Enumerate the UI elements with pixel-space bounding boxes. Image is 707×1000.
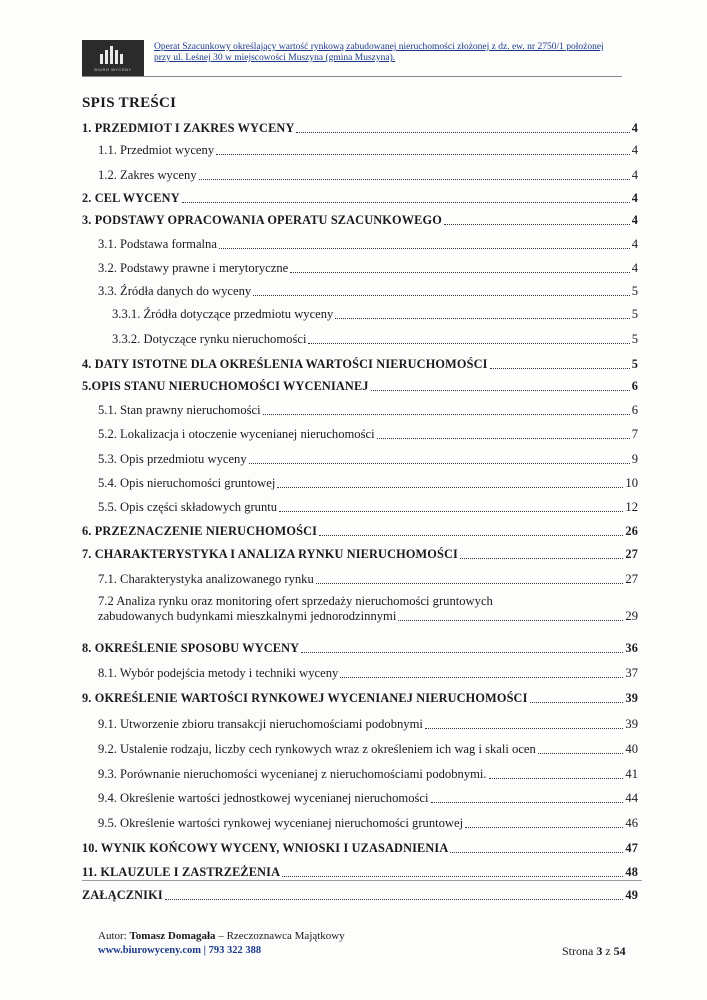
toc-entry[interactable] xyxy=(82,354,638,372)
toc-page-number: 27 xyxy=(625,572,638,586)
toc-entry-label: 7.2 Analiza rynku oraz monitoring ofert sprzedaży nieruchomości gruntowych xyxy=(98,594,493,608)
toc-leader-dots xyxy=(182,201,630,203)
toc-entry[interactable] xyxy=(98,813,638,831)
toc-page-number: 46 xyxy=(625,816,638,830)
toc-entry-label: 5.1. Stan prawny nieruchomości xyxy=(98,403,261,417)
toc-entry[interactable] xyxy=(82,838,638,856)
toc-page-number: 5 xyxy=(631,284,638,298)
toc-entry-label: 10. WYNIK KOŃCOWY WYCENY, WNIOSKI I UZASADNIENIA xyxy=(82,841,449,855)
page-number-total: 54 xyxy=(613,944,626,958)
toc-entry[interactable] xyxy=(82,544,638,562)
toc-leader-dots xyxy=(279,510,623,512)
toc-leader-dots xyxy=(308,342,629,344)
toc-entry-label: 9.3. Porównanie nieruchomości wycenianej z nieruchomościami podobnymi. xyxy=(98,767,487,781)
toc-entry-label: 3.3.2. Dotyczące rynku nieruchomości xyxy=(112,332,307,346)
toc-page-number: 44 xyxy=(625,791,638,805)
toc-entry-label: 7. CHARAKTERYSTYKA I ANALIZA RYNKU NIERUCHOMOŚCI xyxy=(82,547,458,561)
toc-leader-dots xyxy=(340,676,623,678)
toc-entry-label: 3.1. Podstawa formalna xyxy=(98,237,217,251)
toc-entry[interactable] xyxy=(98,449,638,467)
toc-entry-label: 5.OPIS STANU NIERUCHOMOŚCI WYCENIANEJ xyxy=(82,379,369,393)
toc-bottom-divider xyxy=(82,880,642,881)
toc-entry-label: 9.1. Utworzenie zbioru transakcji nieruchomościami podobnymi xyxy=(98,717,423,731)
author-name: Tomasz Domagała xyxy=(129,930,216,942)
toc-page-number: 6 xyxy=(631,403,638,417)
toc-entry[interactable] xyxy=(82,638,638,656)
toc-entry-label-cont: zabudowanych budynkami mieszkalnymi jednorodzinnymi xyxy=(98,609,397,623)
toc-leader-dots xyxy=(371,389,630,391)
toc-page-number: 4 xyxy=(631,143,638,157)
logo-tag: BIURO WYCENY xyxy=(94,67,132,72)
toc-page-number: 41 xyxy=(625,767,638,781)
toc-leader-dots xyxy=(301,651,623,653)
toc-leader-dots xyxy=(165,898,624,900)
toc-leader-dots xyxy=(377,437,630,439)
toc-entry[interactable] xyxy=(98,714,638,732)
page-number-current: 3 xyxy=(596,944,603,958)
author-title: – Rzeczoznawca Majątkowy xyxy=(215,930,345,942)
toc-entry[interactable] xyxy=(112,329,638,347)
toc-title: SPIS TREŚCI xyxy=(82,95,177,111)
toc-leader-dots xyxy=(460,557,623,559)
toc-leader-dots xyxy=(290,271,629,273)
toc-entry[interactable] xyxy=(98,739,638,757)
toc-leader-dots xyxy=(335,317,629,319)
toc-entry-line2 xyxy=(98,609,638,624)
toc-entry[interactable] xyxy=(98,788,638,806)
toc-page-number: 4 xyxy=(631,168,638,182)
toc-leader-dots xyxy=(444,223,630,225)
toc-entry[interactable] xyxy=(82,210,638,228)
toc-entry[interactable] xyxy=(112,304,638,322)
toc-entry-label: 1.2. Zakres wyceny xyxy=(98,168,197,182)
building-icon xyxy=(100,46,126,64)
toc-entry[interactable] xyxy=(98,663,638,681)
toc-entry[interactable] xyxy=(98,234,638,252)
company-logo xyxy=(82,40,144,76)
toc-page-number: 4 xyxy=(631,237,638,251)
toc-leader-dots xyxy=(431,801,624,803)
author-prefix: Autor: xyxy=(98,930,130,942)
toc-entry-label: 2. CEL WYCENY xyxy=(82,191,180,205)
toc-leader-dots xyxy=(219,247,630,249)
toc-leader-dots xyxy=(282,875,623,877)
page-number-separator: z xyxy=(602,944,614,958)
toc-entry[interactable] xyxy=(82,688,638,706)
toc-page-number: 29 xyxy=(625,609,638,623)
toc-page-number: 40 xyxy=(625,742,638,756)
toc-leader-dots xyxy=(263,413,630,415)
toc-entry-label: 1.1. Przedmiot wyceny xyxy=(98,143,215,157)
toc-page-number: 5 xyxy=(631,307,638,321)
footer-contact: www.biurowyceny.com | 793 322 388 xyxy=(98,945,262,956)
toc-page-number: 39 xyxy=(625,717,638,731)
toc-leader-dots xyxy=(316,582,624,584)
toc-entry-label: 5.2. Lokalizacja i otoczenie wycenianej nieruchomości xyxy=(98,427,375,441)
toc-entry[interactable] xyxy=(98,569,638,587)
toc-leader-dots xyxy=(465,826,623,828)
toc-leader-dots xyxy=(319,534,623,536)
page-header xyxy=(82,40,622,84)
toc-entry[interactable] xyxy=(82,885,638,903)
toc-entry-label: 5.3. Opis przedmiotu wyceny xyxy=(98,452,247,466)
page-number-prefix: Strona xyxy=(562,944,597,958)
toc-entry[interactable] xyxy=(98,424,638,442)
toc-entry-label: 3.3.1. Źródła dotyczące przedmiotu wyceny xyxy=(112,307,334,321)
toc-page-number: 7 xyxy=(631,427,638,441)
toc-leader-dots xyxy=(216,153,630,155)
toc-entry[interactable] xyxy=(98,140,638,158)
toc-entry-label: 8. OKREŚLENIE SPOSOBU WYCENY xyxy=(82,641,300,655)
toc-page-number: 6 xyxy=(631,379,638,393)
page-number xyxy=(562,944,626,959)
toc-entry-label: 1. PRZEDMIOT I ZAKRES WYCENY xyxy=(82,121,295,135)
toc-leader-dots xyxy=(489,777,624,779)
toc-leader-dots xyxy=(450,851,623,853)
toc-entry-label: ZAŁĄCZNIKI xyxy=(82,888,163,902)
toc-entry[interactable] xyxy=(98,594,638,630)
toc-page-number: 5 xyxy=(631,332,638,346)
toc-leader-dots xyxy=(249,462,630,464)
toc-page-number: 4 xyxy=(631,191,638,205)
toc-entry-label: 5.5. Opis części składowych gruntu xyxy=(98,500,278,514)
toc-leader-dots xyxy=(398,619,623,621)
toc-page-number: 39 xyxy=(625,691,638,705)
toc-page-number: 36 xyxy=(625,641,638,655)
header-title xyxy=(154,42,624,64)
toc-entry-label: 9.5. Określenie wartości rynkowej wycenianej nieruchomości gruntowej xyxy=(98,816,464,830)
toc-page-number: 5 xyxy=(631,357,638,371)
toc-entry[interactable] xyxy=(98,165,638,183)
toc-page-number: 10 xyxy=(625,476,638,490)
toc-entry[interactable] xyxy=(82,118,638,136)
toc-entry[interactable] xyxy=(82,521,638,539)
toc-entry[interactable] xyxy=(98,281,638,299)
toc-leader-dots xyxy=(296,131,629,133)
toc-leader-dots xyxy=(538,752,624,754)
toc-entry-label: 9. OKREŚLENIE WARTOŚCI RYNKOWEJ WYCENIANEJ NIERUCHOMOŚCI xyxy=(82,691,528,705)
toc-entry[interactable] xyxy=(98,400,638,418)
toc-entry-label: 3.3. Źródła danych do wyceny xyxy=(98,284,252,298)
toc-page-number: 4 xyxy=(631,261,638,275)
toc-leader-dots xyxy=(277,486,623,488)
toc-entry-label: 3. PODSTAWY OPRACOWANIA OPERATU SZACUNKOWEGO xyxy=(82,213,442,227)
header-title-line1: Operat Szacunkowy określający wartość rynkową zabudowanej nieruchomości złożonej z dz. ew. nr 2750/1 położonej xyxy=(154,42,604,52)
toc-entry-label: 7.1. Charakterystyka analizowanego rynku xyxy=(98,572,314,586)
toc-page-number: 37 xyxy=(625,666,638,680)
toc-entry[interactable] xyxy=(82,188,638,206)
toc-leader-dots xyxy=(425,727,624,729)
toc-entry-label: 11. KLAUZULE I ZASTRZEŻENIA xyxy=(82,865,281,879)
toc-entry[interactable] xyxy=(98,258,638,276)
header-title-line2: przy ul. Leśnej 30 w miejscowości Muszyna (gmina Muszyna). xyxy=(154,53,396,63)
toc-entry-label: 3.2. Podstawy prawne i merytoryczne xyxy=(98,261,289,275)
toc-entry-label: 5.4. Opis nieruchomości gruntowej xyxy=(98,476,276,490)
toc-entry[interactable] xyxy=(98,497,638,515)
toc-leader-dots xyxy=(253,294,630,296)
page-footer xyxy=(98,930,345,956)
toc-page-number: 27 xyxy=(625,547,638,561)
toc-entry[interactable] xyxy=(82,376,638,394)
toc-entry[interactable] xyxy=(82,862,638,880)
header-divider xyxy=(82,76,622,77)
toc-leader-dots xyxy=(199,178,630,180)
toc-entry-label: 4. DATY ISTOTNE DLA OKREŚLENIA WARTOŚCI NIERUCHOMOŚCI xyxy=(82,357,488,371)
toc-entry-label: 6. PRZEZNACZENIE NIERUCHOMOŚCI xyxy=(82,524,318,538)
toc-page-number: 4 xyxy=(631,213,638,227)
toc-page-number: 9 xyxy=(631,452,638,466)
toc-entry-label: 9.2. Ustalenie rodzaju, liczby cech rynkowych wraz z określeniem ich wag i skali ocen xyxy=(98,742,536,756)
toc-page-number: 12 xyxy=(625,500,638,514)
toc-entry-label: 8.1. Wybór podejścia metody i techniki wyceny xyxy=(98,666,339,680)
toc-entry[interactable] xyxy=(98,764,638,782)
toc-page-number: 49 xyxy=(625,888,638,902)
footer-author xyxy=(98,930,345,942)
toc-page-number: 26 xyxy=(625,524,638,538)
toc-entry[interactable] xyxy=(98,473,638,491)
toc-page-number: 47 xyxy=(625,841,638,855)
toc-page-number: 48 xyxy=(625,865,638,879)
toc-leader-dots xyxy=(490,367,630,369)
toc-entry-label: 9.4. Określenie wartości jednostkowej wycenianej nieruchomości xyxy=(98,791,429,805)
toc-page-number: 4 xyxy=(631,121,638,135)
toc-leader-dots xyxy=(530,701,624,703)
